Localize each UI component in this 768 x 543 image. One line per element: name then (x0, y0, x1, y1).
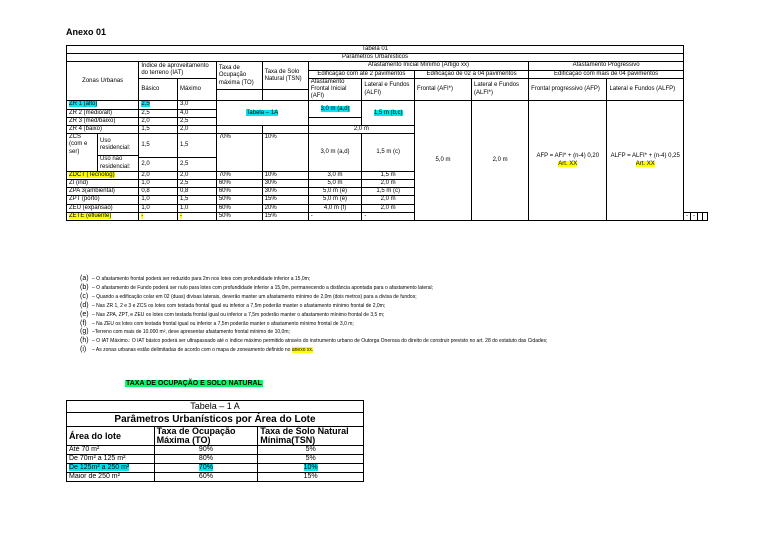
to-cell: 60% (216, 179, 262, 187)
footnote: (e) – Nas ZPA, ZPT, e ZEU os lotes com testada frontal igual ou inferior a 7,5m poderão manter o afastamento mínimo frontal de 3,5 m; (80, 310, 385, 318)
header-zonas: Zonas Urbanas (67, 62, 139, 101)
maximo-cell: 3,0 (177, 101, 216, 109)
header-to: Taxa de Ocupação Máxima (TO) (154, 427, 258, 446)
maximo-cell: 2,5 (177, 157, 216, 171)
header-tsn: Taxa de Solo Natural Mínima(TSN) (258, 427, 364, 446)
basico-cell: 2,5 (139, 101, 178, 109)
tabela-1a-ref: Tabela – 1A (216, 101, 308, 126)
area-cell: Até 70 m² (67, 446, 155, 455)
tsn-cell: 15% (262, 196, 308, 204)
tsn-cell: 15% (262, 212, 308, 220)
basico-cell: 2,0 (139, 171, 178, 179)
header-alfi: Lateral e Fundos (ALFI) (362, 78, 415, 101)
maximo-cell: 2,0 (177, 171, 216, 179)
urban-parameters-table (66, 45, 708, 221)
page-title: Anexo 01 (66, 27, 107, 37)
basico-cell: 1,5 (139, 134, 178, 158)
footnote: (c) – Quando a edificação colar em 02 (duas) divisas laterais, deverão manter um afastamento mínimo de 2,0m (dois metros) para a divisa de fundos; (80, 292, 417, 300)
to-cell: 90% (154, 446, 258, 455)
footnote: (i) – As zonas urbanas estão delimitadas de acordo com o mapa de zoneamento definido no anexo xx. (80, 346, 314, 354)
basico-cell: 1,0 (139, 204, 178, 212)
table-caption: Tabela 01 (67, 46, 684, 54)
maximo-cell: 1,5 (177, 196, 216, 204)
header-ed24: Edificação de 02 a 04 pavimentos (414, 70, 528, 78)
afi-cell: 5,0 m (e) (308, 196, 362, 204)
alfi-cell: 1,5 m (362, 171, 415, 179)
to-cell: 50% (216, 212, 262, 220)
section-title: TAXA DE OCUPAÇÃO E SOLO NATURAL (126, 380, 262, 387)
area-cell: De 125m² a 250 m² (67, 464, 155, 473)
zone-cell-zcs (67, 134, 139, 172)
table-subcaption: Parâmetros Urbanísticos por Área do Lote (67, 413, 364, 427)
header-alfi2: Lateral e Fundos (ALFI*) (472, 78, 529, 101)
header-ed2: Edificação com até 2 pavimentos (308, 70, 414, 78)
afi2-cell: 5,0 m (414, 101, 471, 221)
header-afastamento-inicial: Afastamento Inicial Mínimo (Artigo xx) (308, 62, 528, 70)
to-cell: 70% (154, 464, 258, 473)
table-caption: Tabela – 1 A (67, 401, 364, 413)
tsn-cell: 30% (262, 179, 308, 187)
footnote: (f) – Na ZEU os lotes com testada frontal igual ou inferior a 7,5m poderão manter o afastamento mínimo frontal de 3,0 m; (80, 319, 354, 327)
header-maximo: Máximo (177, 78, 216, 101)
alfi2-cell: - (691, 212, 698, 220)
zone-cell: ZEU (expansão) (67, 204, 139, 212)
footnote: (g) –Terreno com mais de 10.000 m², deve apresentar afastamento frontal mínimo de 10,0m; (80, 328, 290, 336)
maximo-cell: 1,0 (177, 204, 216, 212)
maximo-cell: 2,5 (177, 117, 216, 125)
alfi-cell: 1,5 m (b,c) (362, 101, 415, 126)
to-cell: 70% (216, 134, 262, 172)
table-subcaption: Parâmetros Urbanísticos (67, 54, 684, 62)
header-tsn: Taxa de Solo Natural (TSN) (262, 62, 308, 90)
tsn-cell: 10% (262, 134, 308, 172)
zcs-label: ZCS (com e ser) (69, 134, 88, 155)
zcs-uso1: Uso residencial: (98, 134, 139, 156)
alfi-cell: 2,0 m (362, 204, 415, 212)
header-afp: Frontal progressivo (AFP) (529, 78, 607, 101)
maximo-cell: 1,5 (177, 134, 216, 158)
zone-cell: ZDCT (Tecnolog) (67, 171, 139, 179)
alfi-cell: 2,0 m (362, 196, 415, 204)
tsn-cell: 10% (258, 464, 364, 473)
basico-cell: 2,5 (139, 109, 178, 117)
header-afastamento-progressivo: Afastamento Progressivo (529, 62, 684, 70)
maximo-cell: 0,8 (177, 188, 216, 196)
header-to: Taxa de Ocupação máxima (TO) (216, 62, 262, 90)
zone-cell: ZR 2 (médio/alt) (67, 109, 139, 117)
zone-cell: ZR 4 (baixo) (67, 126, 139, 134)
zone-cell: ZPA 3(ambiental) (67, 188, 139, 196)
to-cell: 50% (216, 196, 262, 204)
basico-cell: 2,0 (139, 117, 178, 125)
tsn-cell: 10% (262, 171, 308, 179)
tsn-cell: 30% (262, 188, 308, 196)
afi-cell: 4,0 m (f) (308, 204, 362, 212)
basico-cell: 2,0 (139, 157, 178, 171)
tsn-cell: 20% (262, 204, 308, 212)
header-iat: Índice de aproveitamento do terreno (IAT) (139, 62, 216, 78)
basico-cell: 0,8 (139, 188, 178, 196)
zcs-uso2: Uso não residencial: (98, 156, 139, 171)
tsn-cell: 15% (258, 473, 364, 482)
afi-cell: 3,0 m (a,d) (308, 101, 362, 117)
afi2-cell: - (684, 212, 691, 220)
alfi-cell: - (362, 212, 415, 220)
maximo-cell: - (177, 212, 216, 220)
basico-cell: 1,0 (139, 196, 178, 204)
to-cell: 80% (154, 455, 258, 464)
header-area: Área do lote (67, 427, 155, 446)
to-cell: 60% (154, 473, 258, 482)
maximo-cell: 2,0 (177, 126, 216, 134)
footnote: (d) – Nas ZR 1, 2 e 3 e ZCS os lotes com testada frontal igual ou inferior a 7,5m poderão manter o afastamento mínimo frontal de 2,0m; (80, 301, 386, 309)
zone-cell: ZR 1 (alto) (67, 101, 139, 109)
tsn-cell: 5% (258, 455, 364, 464)
alfi2-cell: 2,0 m (472, 101, 529, 221)
header-basico: Básico (139, 78, 178, 101)
afi-cell: 5,0 m (e) (308, 188, 362, 196)
afi-cell: 5,0 m (308, 179, 362, 187)
to-cell: 60% (216, 188, 262, 196)
afi-cell: - (308, 212, 362, 220)
afp-formula: AFP = AFI* + (n-4) 0,20 Art. XX (529, 101, 607, 221)
alfi-cell: 2,0 m (362, 179, 415, 187)
header-ed4: Edificação com mais de 04 pavimentos (529, 70, 684, 78)
zone-cell: ZPT (porto) (67, 196, 139, 204)
to-cell: 70% (216, 171, 262, 179)
maximo-cell: 2,5 (177, 179, 216, 187)
header-afi2: Frontal (AFI*) (414, 78, 471, 101)
zone-cell: ZETE (efluente) (67, 212, 139, 220)
header-alfp: Lateral e Fundos (ALFP) (607, 78, 684, 101)
footnotes (80, 275, 547, 355)
afi-cell: 3,0 m (308, 171, 362, 179)
lot-area-table (66, 400, 364, 482)
afi-cell: 2,0 m (308, 126, 414, 134)
footnote: (b) – O afastamento de Fundo poderá ser nulo para lotes com profundidade inferior a 15,0m, permanecendo a distância apontada para o afastamento lateral; (80, 283, 434, 291)
alfp-formula: ALFP = ALFI* + (n-4) 0,25 Art. XX (607, 101, 684, 221)
basico-cell: 1,0 (139, 179, 178, 187)
to-cell: 60% (216, 204, 262, 212)
afi-cell: 3,0 m (a,d) (308, 134, 362, 172)
basico-cell: - (139, 212, 178, 220)
alfi-cell: 1,5 m (c) (362, 134, 415, 172)
alfi-cell: 1,5 m (c) (362, 188, 415, 196)
basico-cell: 1,5 (139, 126, 178, 134)
footnote: (h) – O IAT Máximo.: O IAT básico poderá ser ultrapassado até o índice máximo permitido através do instrumento urbano de Outorga Onerosa do direito de construir previsto no art. 28 do estatuto das Cidades; (80, 337, 548, 345)
footnote: (a) – O afastamento frontal poderá ser reduzido para 2m nos lotes com profundidade inferior a 15,0m; (80, 275, 311, 282)
tsn-cell: 5% (258, 446, 364, 455)
area-cell: De 70m² a 125 m² (67, 455, 155, 464)
area-cell: Maior de 250 m² (67, 473, 155, 482)
zone-cell: ZI (ind) (67, 179, 139, 187)
zone-cell: ZR 3 (méd/baixo) (67, 117, 139, 125)
maximo-cell: 4,0 (177, 109, 216, 117)
header-afi: Afastamento Frontal Inicial (AFI) (308, 78, 362, 101)
